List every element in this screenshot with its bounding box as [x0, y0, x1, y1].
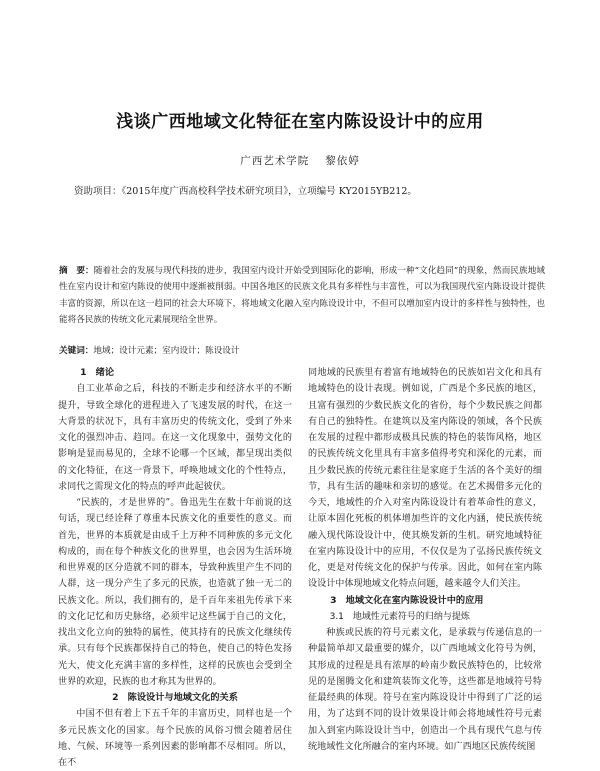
- paragraph: 种族或民族的符号元素文化，是承载与传递信息的一种最简单却又最重要的媒介，以广西地域文化符号为例，其形成的过程是具有浓厚的岭南少数民族特色的，比较常见的是图腾文化和建筑装饰文化等，这些都是地域符号特征最经典的体现。符号在室内陈设设计中得到了广泛的运用，为了达到不同的设计效果设计师会将地域性符号元素加入到室内陈设设计当中，创造出一个具有现代气息与传统地域性文化所融合的室内环境。如广西地区民族传统图: [308, 628, 542, 752]
- keywords-label: 关键词：: [59, 346, 94, 356]
- subsection-heading: 3.1 地域性元素符号的归纳与提炼: [329, 611, 470, 622]
- author-line: [0, 153, 600, 168]
- paragraph: 中国不但有着上下五千年的丰富历史，同样也是一个多元民族文化的国家。每个民族的风俗习惯会随着居住地、气候、环境等一系列因素的影响都不尽相同。所以，在不: [58, 709, 292, 768]
- left-column: [58, 365, 292, 771]
- paper-title: 浅谈广西地域文化特征在室内陈设设计中的应用: [116, 112, 484, 132]
- section-heading-application: 3 地域文化在室内陈设设计中的应用: [330, 594, 484, 606]
- paragraph: 自工业革命之后，科技的不断走步和经济水平的不断提升，导致全球化的进程进入了飞速发展的时代，在这一大背景的状况下，具有丰富历史的传统文化，受到了外来文化的强烈冲击、趋同。在这一文化现象中，强势文化的影响是显而易见的，全球不论哪一个区域，都呈现出类似的文化特征，在这一背景下，呼唤地域文化的个性特点，求同代之需现文化的特点的呼声此起彼伏。: [58, 384, 292, 492]
- affiliation: 广西艺术学院: [240, 155, 310, 167]
- paragraph: 同地域的民族里有着富有地域特色的民族如岩文化和具有地域特色的设计表现。例如说，广西是个多民族的地区，且富有强烈的少数民族文化的省份，每个少数民族之间都有自己的独特性。在建筑以及室内陈设的领域，各个民族在发展的过程中都形成极具民族的特色的装饰风格，地区的民族传统文化里具有丰富多值得考究和深化的元素，而且少数民族的传统元素往往是家庭于生活的各个美好的细节，具有生活的趣味和亲切的感觉。在艺术揭借多元化的今天，地域性的介入对室内陈设设计有着革命性的意义，让原本固化死板的机体增加些许的文化内涵，使民族传统融入现代陈设设计中，使其焕发新的生机。研究地域特征在室内陈设设计中的应用，不仅仅是为了弘扬民族传统文化，更是对传统文化的保护与传承。因此，如何在室内陈设设计中体现地域文化特点问题，越来越令人们关注。: [308, 368, 542, 590]
- right-column: [308, 365, 542, 755]
- abstract-label: 摘 要：: [59, 266, 94, 276]
- keywords-text: 地域；设计元素；室内设计；陈设设计: [93, 346, 240, 356]
- abstract-text: 随着社会的发展与现代科技的进步，我国室内设计开始受到国际化的影响，形成一种“文化趋同”的现象，然而民族地域性在室内设计和室内陈设的使用中逐渐被削弱。中国各地区的民族文化具有多样性与丰富性，可以为我国现代室内陈设设计提供丰富的资源，所以在这一趋同的社会大环境下，将地域文化融入室内陈设设计中，不但可以增加室内设计的多样性与独特性，也能将各民族的传统文化元素展现给全世界。: [59, 266, 545, 325]
- section-heading-intro: 1 绪论: [80, 367, 115, 378]
- abstract: [59, 263, 545, 328]
- paragraph: “民族的，才是世界的”。鲁迅先生在数十年前说的这句话，现已经诠释了尊重本民族文化的重要性的意义。而首先，世界的本质就是由成千上万种不同种族的多元文化构成的，而在每个种族文化的世界里，也会因为生活环境和世界观的区分造就不同的群本，导致种族里产生不同的人群，这一现分产生了多元的民族，也造就了独一无二的民族文化。所以，我们拥有的，是千百年来祖先传承下来的文化记忆和历史脉络，必须牢记这些属于自己的文化，找出文化立向的独特的属性，使其持有的民族文化继续传承。只有每个民族都保持自己的特色，使自己的特色发扬光大，使文化充满丰富的多样性，这样的民族也会受到全世界的欢迎，民族的也才称其为世界的。: [58, 498, 292, 687]
- section-heading-relation: 2 陈设设计与地域文化的关系: [112, 692, 238, 703]
- author-name: 黎依婷: [325, 155, 360, 167]
- funding-note: 资助项目：《2015年度广西高校科学技术研究项目》，立项编号 KY2015YB212。: [74, 186, 417, 197]
- keywords: [59, 344, 545, 358]
